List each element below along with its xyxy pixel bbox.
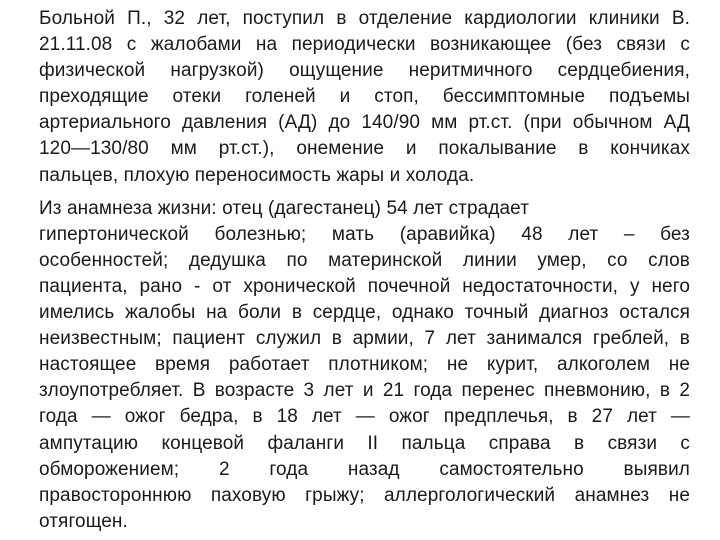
text-line: физической нагрузкой) ощущение неритмичного сердцебиения, xyxy=(39,60,690,82)
text-line: гипертонической болезнью; мать (аравийка) 48 лет – без xyxy=(39,223,690,245)
text-line: 120—130/80 мм рт.ст.), онемение и покалывание в кончиках xyxy=(39,138,690,160)
document-page xyxy=(39,6,690,535)
text-line: неизвестным; пациент служил в армии, 7 лет занимался греблей, в xyxy=(39,328,690,350)
text-line: года — ожог бедра, в 18 лет — ожог предплечья, в 27 лет — xyxy=(39,406,690,428)
text-line: настоящее время работает плотником; не курит, алкоголем не xyxy=(39,354,690,376)
text-line: пальцев, плохую переносимость жары и холода. xyxy=(39,164,475,186)
text-line: злоупотребляет. В возрасте 3 лет и 21 года перенес пневмонию, в 2 xyxy=(39,380,690,402)
text-line: особенностей; дедушка по материнской линии умер, со слов xyxy=(39,249,690,271)
complaints-paragraph xyxy=(39,6,690,189)
text-line: ампутацию концевой фаланги II пальца справа в связи с xyxy=(39,432,690,454)
text-line: обморожением; 2 года назад самостоятельно выявил xyxy=(39,458,690,480)
text-line: пациента, рано - от хронической почечной недостаточности, у него xyxy=(39,275,690,297)
life-history-paragraph xyxy=(39,196,690,535)
text-line: 21.11.08 с жалобами на периодически возникающее (без связи с xyxy=(39,34,690,56)
text-line: имелись жалобы на боли в сердце, однако точный диагноз остался xyxy=(39,302,690,324)
text-line: Больной П., 32 лет, поступил в отделение кардиологии клиники В. xyxy=(39,8,690,29)
text-line: Из анамнеза жизни: отец (дагестанец) 54 лет страдает xyxy=(39,197,530,219)
text-line: преходящие отеки голеней и стоп, бессимптомные подъемы xyxy=(39,86,690,108)
text-line: правостороннюю паховую грыжу; аллергологический анамнез не xyxy=(39,484,690,506)
text-line: отягощен. xyxy=(39,510,128,532)
text-line: артериального давления (АД) до 140/90 мм рт.ст. (при обычном АД xyxy=(39,112,690,134)
